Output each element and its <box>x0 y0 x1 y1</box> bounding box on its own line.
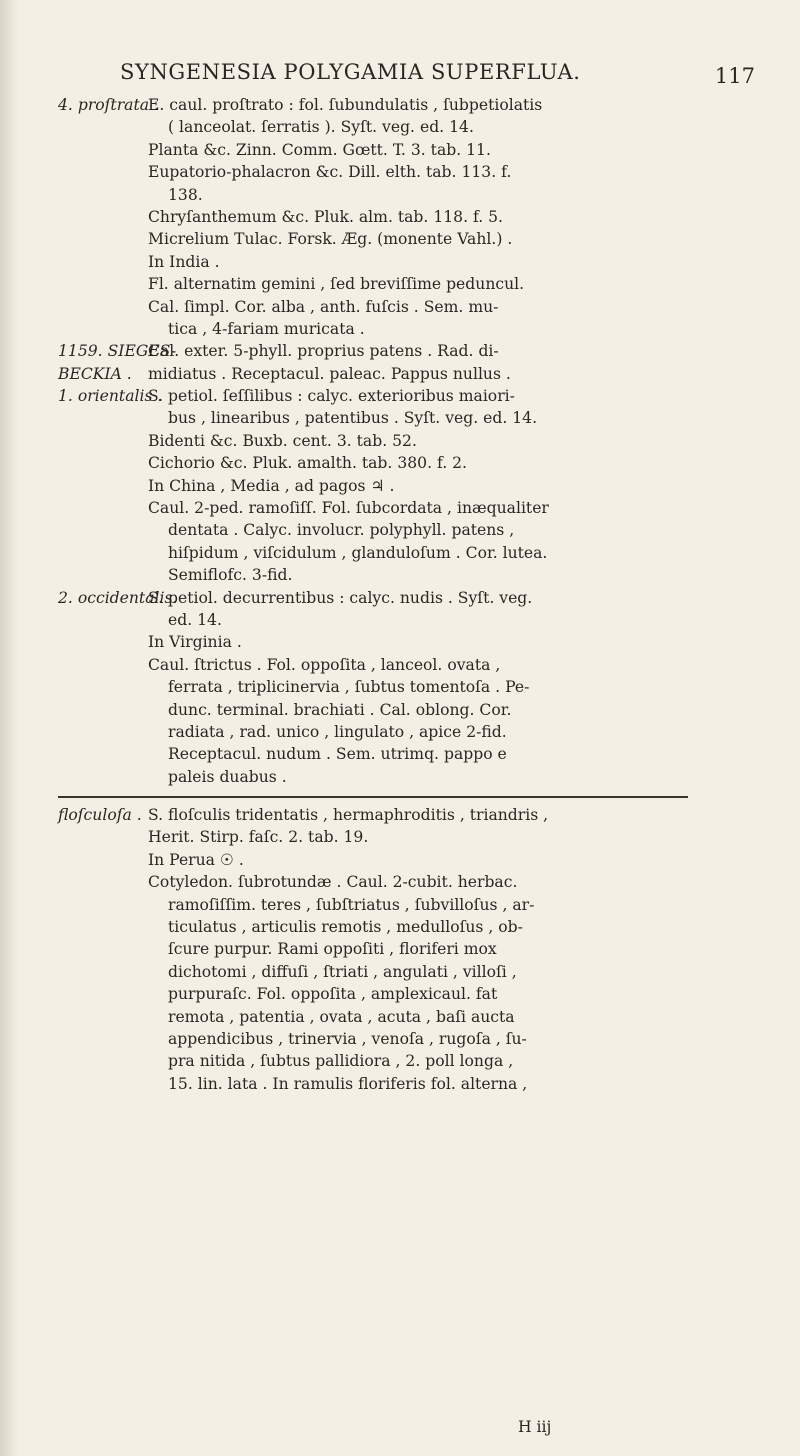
line-text: ( lanceolat. ſerratis ). Syſt. veg. ed. 14. <box>168 118 474 137</box>
section-divider <box>58 796 688 798</box>
line-text: pra nitida , ſubtus pallidiora , 2. poll longa , <box>168 1052 514 1071</box>
line-text: S. petiol. ſeſſilibus : calyc. exterioribus maiori- <box>148 387 515 406</box>
line-text: Planta &c. Zinn. Comm. Gœtt. T. 3. tab. 11. <box>148 140 491 159</box>
text-line <box>58 1073 768 1095</box>
line-text: Caul. 2-ped. ramoſiſſ. Fol. ſubcordata , inæqualiter <box>148 499 549 518</box>
text-line <box>58 564 768 586</box>
line-text: Cotyledon. ſubrotundæ . Caul. 2-cubit. herbac. <box>148 873 518 892</box>
text-line <box>58 938 768 960</box>
text-line <box>58 452 768 474</box>
text-line <box>58 206 768 228</box>
text-line <box>58 826 768 848</box>
line-text: appendicibus , trinervia , venoſa , rugoſa , ſu- <box>168 1029 527 1048</box>
text-line <box>58 542 768 564</box>
running-title: SYNGENESIA POLYGAMIA SUPERFLUA. <box>120 60 581 84</box>
text-line <box>58 94 768 116</box>
text-line <box>58 961 768 983</box>
line-text: hiſpidum , viſcidulum , glanduloſum . Cor. lutea. <box>168 543 548 562</box>
line-text: Semiflofc. 3-fid. <box>168 566 293 585</box>
line-text: ed. 14. <box>168 610 222 629</box>
line-text: Micrelium Tulac. Forsk. Æg. (monente Vahl.) . <box>148 230 513 249</box>
line-text: midiatus . Receptacul. paleac. Pappus nullus . <box>148 364 511 383</box>
text-line <box>58 983 768 1005</box>
text-line <box>58 273 768 295</box>
text-line <box>58 916 768 938</box>
text-line <box>58 407 768 429</box>
line-text: purpuraſc. Fol. oppoſita , amplexicaul. fat <box>168 985 498 1004</box>
line-text: dentata . Calyc. involucr. polyphyll. patens , <box>168 521 515 540</box>
text-line <box>58 849 768 871</box>
text-line <box>58 475 768 497</box>
text-line <box>58 161 768 183</box>
line-text: Bidenti &c. Buxb. cent. 3. tab. 52. <box>148 431 417 450</box>
line-text: Cichorio &c. Pluk. amalth. tab. 380. f. 2. <box>148 454 468 473</box>
line-text: dunc. terminal. brachiati . Cal. oblong. Cor. <box>168 700 512 719</box>
line-text: ſcure purpur. Rami oppoſiti , floriferi mox <box>168 940 497 959</box>
text-line <box>58 497 768 519</box>
line-text: S. petiol. decurrentibus : calyc. nudis . Syſt. veg. <box>148 588 533 607</box>
text-line <box>58 385 768 407</box>
line-text: Eupatorio-phalacron &c. Dill. elth. tab. 113. f. <box>148 163 512 182</box>
text-line <box>58 340 768 362</box>
line-text: radiata , rad. unico , lingulato , apice 2-fid. <box>168 722 507 741</box>
text-line <box>58 296 768 318</box>
line-text: Caul. ſtrictus . Fol. oppoſita , lanceol. ovata , <box>148 655 501 674</box>
signature-mark: H iij <box>518 1418 552 1436</box>
text-line <box>58 1006 768 1028</box>
line-text: Cal. exter. 5-phyll. proprius patens . Rad. di- <box>148 342 499 361</box>
text-block-floscula <box>58 804 768 1095</box>
entry-label: 1. orientalis . <box>58 387 163 406</box>
text-line <box>58 318 768 340</box>
text-line <box>58 139 768 161</box>
text-line <box>58 894 768 916</box>
text-line <box>58 631 768 653</box>
line-text: 15. lin. lata . In ramulis floriferis fol. alterna , <box>168 1074 528 1093</box>
line-text: Cal. ſimpl. Cor. alba , anth. fuſcis . Sem. mu- <box>148 297 499 316</box>
text-line <box>58 609 768 631</box>
line-text: ticulatus , articulis remotis , medulloſus , ob- <box>168 917 523 936</box>
text-line <box>58 184 768 206</box>
running-header <box>90 56 755 96</box>
text-line <box>58 430 768 452</box>
text-line <box>58 804 768 826</box>
text-line <box>58 228 768 250</box>
text-line <box>58 766 768 788</box>
line-text: In Perua ☉ . <box>148 850 244 869</box>
entry-label: 1159. SIEGES- <box>58 342 177 361</box>
entry-label: floſculoſa . <box>58 806 142 824</box>
line-text: ferrata , triplicinervia , ſubtus tomentoſa . Pe- <box>168 678 530 697</box>
line-text: 138. <box>168 185 203 204</box>
entry-label: 4. proſtrata . <box>58 96 159 114</box>
line-text: paleis duabus . <box>168 767 287 786</box>
text-line <box>58 743 768 765</box>
text-line <box>58 871 768 893</box>
text-line <box>58 587 768 609</box>
text-line <box>58 251 768 273</box>
line-text: Receptacul. nudum . Sem. utrimq. pappo e <box>168 745 507 764</box>
line-text: In India . <box>148 252 220 271</box>
line-text: Herit. Stirp. faſc. 2. tab. 19. <box>148 828 369 847</box>
text-line <box>58 676 768 698</box>
page-edge-shadow <box>0 0 18 1456</box>
entry-label: BECKIA . <box>58 364 132 383</box>
text-line <box>58 654 768 676</box>
line-text: bus , linearibus , patentibus . Syſt. veg. ed. 14. <box>168 409 538 428</box>
line-text: remota , patentia , ovata , acuta , baſi aucta <box>168 1007 515 1026</box>
line-text: Fl. alternatim gemini , ſed breviſſime peduncul. <box>148 275 525 294</box>
line-text: tica , 4-fariam muricata . <box>168 319 365 338</box>
line-text: E. caul. proſtrato : fol. ſubundulatis , ſubpetiolatis <box>148 96 543 114</box>
line-text: ramoſiſſim. teres , ſubſtriatus , ſubvilloſus , ar- <box>168 895 535 914</box>
text-line <box>58 699 768 721</box>
text-line <box>58 519 768 541</box>
text-line <box>58 1050 768 1072</box>
line-text: S. floſculis tridentatis , hermaphroditis , triandris , <box>148 806 549 824</box>
line-text: In Virginia . <box>148 633 242 652</box>
text-line <box>58 721 768 743</box>
text-line <box>58 1028 768 1050</box>
line-text: Chryſanthemum &c. Pluk. alm. tab. 118. f. 5. <box>148 207 504 226</box>
line-text: In China , Media , ad pagos ♃ . <box>148 476 395 495</box>
text-line <box>58 363 768 385</box>
text-line <box>58 116 768 138</box>
entry-label: 2. occidentalis. <box>58 588 178 607</box>
text-block-main <box>58 94 768 788</box>
page-number: 117 <box>714 64 755 88</box>
line-text: dichotomi , diffuſi , ſtriati , angulati , villoſi , <box>168 962 517 981</box>
